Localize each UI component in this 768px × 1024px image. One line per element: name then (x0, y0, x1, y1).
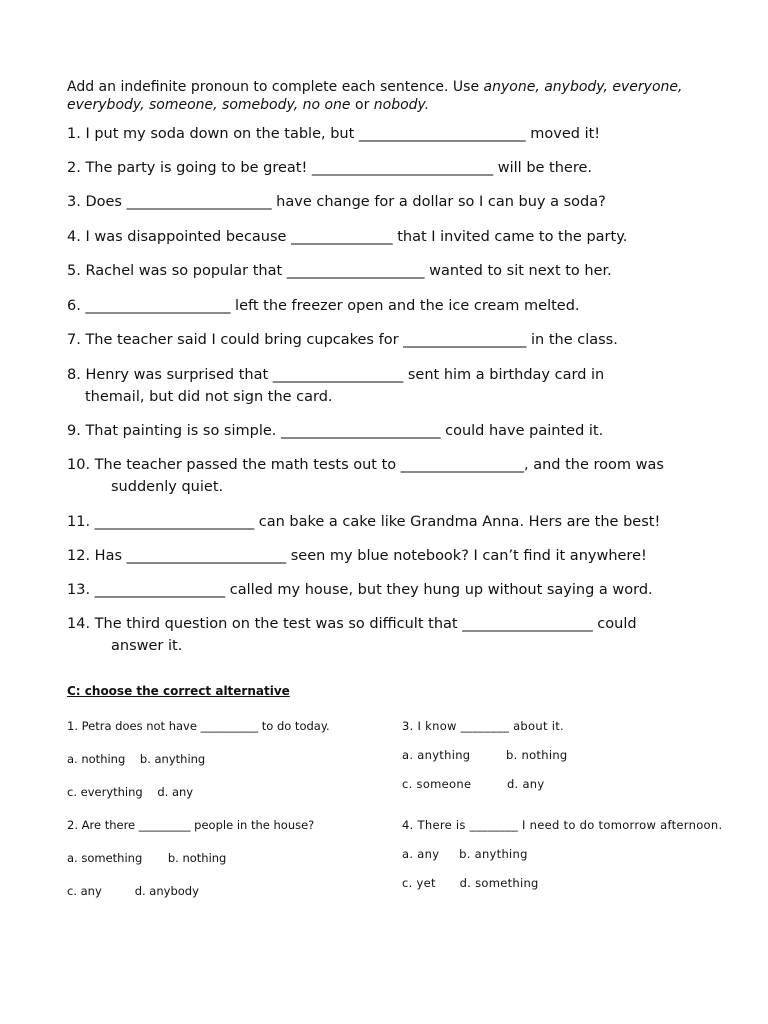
question-7: 7. The teacher said I could bring cupcakes for _________________ in the class. (67, 332, 618, 348)
mc-q2-option-b: b. nothing (167, 851, 227, 865)
mc-q4-option-c: c. yet (402, 876, 436, 890)
mc-q4-options-ab (402, 846, 528, 862)
instructions-lead: Add an indefinite pronoun to complete each sentence. Use (67, 79, 484, 95)
mc-q3: 3. I know ________ about it. (402, 719, 564, 733)
question-14 (67, 613, 737, 657)
section-c-title: C: choose the correct alternative (67, 684, 290, 698)
mc-q1-options-cd (67, 784, 193, 800)
mc-q4-option-a: a. any (402, 847, 440, 861)
mc-q1-option-d: d. any (157, 785, 194, 799)
question-8 (67, 364, 737, 408)
mc-q2-option-a: a. something (67, 851, 143, 865)
question-8-rest: mail, but did not sign the card. (108, 389, 333, 405)
instructions-last-word: nobody. (373, 97, 430, 113)
instructions-or: or (350, 97, 374, 113)
instructions-words: anyone, anybody, everyone, everybody, someone, somebody, no one (67, 79, 683, 113)
mc-q4-option-d: d. something (459, 876, 539, 890)
mc-q4-options-cd (402, 875, 539, 891)
mc-q3-option-d: d. any (506, 777, 545, 791)
mc-q3-option-c: c. someone (402, 777, 472, 791)
mc-q1-option-b: b. anything (139, 752, 206, 766)
mc-q2: 2. Are there _________ people in the house? (67, 818, 315, 832)
question-2: 2. The party is going to be great! _________________________ will be there. (67, 160, 593, 176)
mc-q1-options-ab (67, 751, 205, 767)
mc-q3-option-b: b. nothing (506, 748, 568, 762)
mc-q3-option-a: a. anything (402, 748, 471, 762)
question-3: 3. Does ____________________ have change for a dollar so I can buy a soda? (67, 194, 606, 210)
question-9: 9. That painting is so simple. ______________________ could have painted it. (67, 423, 604, 439)
mc-q2-option-c: c. any (67, 884, 102, 898)
question-4: 4. I was disappointed because ______________ that I invited came to the party. (67, 229, 628, 245)
question-10-line1: 10. The teacher passed the math tests out to _________________, and the room was (67, 457, 664, 473)
question-14-line1: 14. The third question on the test was so difficult that __________________ could (67, 616, 637, 632)
question-11: 11. ______________________ can bake a cake like Grandma Anna. Hers are the best! (67, 514, 661, 530)
question-8-line1: 8. Henry was surprised that __________________ sent him a birthday card in (67, 367, 605, 383)
question-10 (67, 454, 737, 498)
mc-q2-options-cd (67, 883, 199, 899)
question-8-the: the (85, 389, 109, 405)
question-14-line2: answer it. (111, 638, 183, 654)
question-10-line2: suddenly quiet. (111, 479, 224, 495)
mc-q1-option-a: a. nothing (67, 752, 126, 766)
instructions (67, 78, 737, 114)
question-1: 1. I put my soda down on the table, but _______________________ moved it! (67, 126, 601, 142)
mc-q3-options-cd (402, 776, 545, 792)
question-13: 13. __________________ called my house, but they hung up without saying a word. (67, 582, 653, 598)
question-12: 12. Has ______________________ seen my blue notebook? I can’t find it anywhere! (67, 548, 647, 564)
mc-q1: 1. Petra does not have __________ to do today. (67, 719, 330, 733)
mc-q2-option-d: d. anybody (134, 884, 199, 898)
mc-q2-options-ab (67, 850, 226, 866)
mc-q3-options-ab (402, 747, 568, 763)
mc-q4: 4. There is ________ I need to do tomorrow afternoon. (402, 818, 723, 832)
question-6: 6. ____________________ left the freezer open and the ice cream melted. (67, 298, 580, 314)
mc-q1-option-c: c. everything (67, 785, 143, 799)
question-8-line2 (67, 386, 737, 408)
question-5: 5. Rachel was so popular that ___________________ wanted to sit next to her. (67, 263, 612, 279)
mc-q4-option-b: b. anything (459, 847, 528, 861)
